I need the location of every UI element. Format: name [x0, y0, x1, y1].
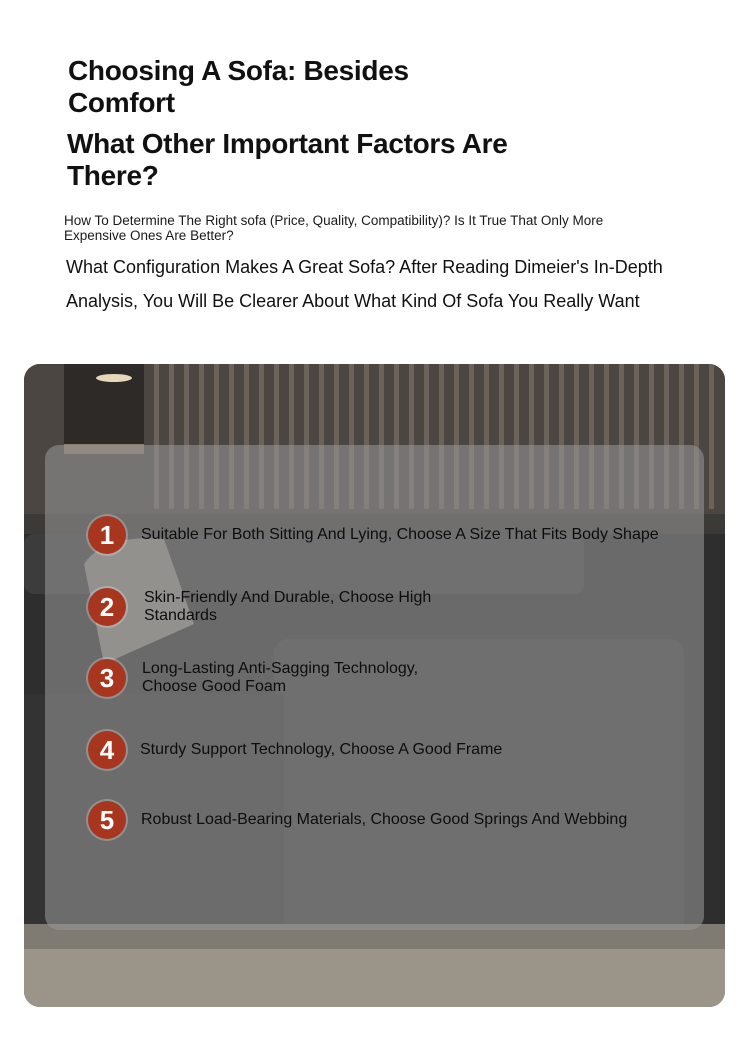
intro-paragraph: What Configuration Makes A Great Sofa? After Reading Dimeier's In-Depth Analysis, You Will Be Clearer About What Kind Of Sofa You Really Want [66, 257, 663, 311]
factor-text: Long-Lasting Anti-Sagging Technology, Choose Good Foam [142, 660, 419, 695]
subtitle-question: How To Determine The Right sofa (Price, Quality, Compatibility)? Is It True That Only More Expensive Ones Are Better? [64, 213, 604, 243]
number-badge: 1 [88, 516, 126, 554]
page-title-line2: What Other Important Factors Are There? [67, 128, 508, 191]
factor-item [88, 801, 701, 839]
factor-item [88, 731, 700, 769]
factor-item [88, 588, 464, 626]
factor-text: Sturdy Support Technology, Choose A Good Frame [140, 741, 503, 758]
factor-text: Skin-Friendly And Durable, Choose High Standards [144, 589, 432, 624]
factor-text: Robust Load-Bearing Materials, Choose Good Springs And Webbing [141, 811, 628, 828]
factor-text: Suitable For Both Sitting And Lying, Choose A Size That Fits Body Shape [141, 526, 659, 543]
page-title-line1: Choosing A Sofa: Besides Comfort [68, 55, 409, 118]
number-badge: 2 [88, 588, 126, 626]
number-badge: 5 [88, 801, 126, 839]
factor-item [88, 659, 462, 697]
factor-item [88, 516, 701, 554]
number-badge: 4 [88, 731, 126, 769]
number-badge: 3 [88, 659, 126, 697]
